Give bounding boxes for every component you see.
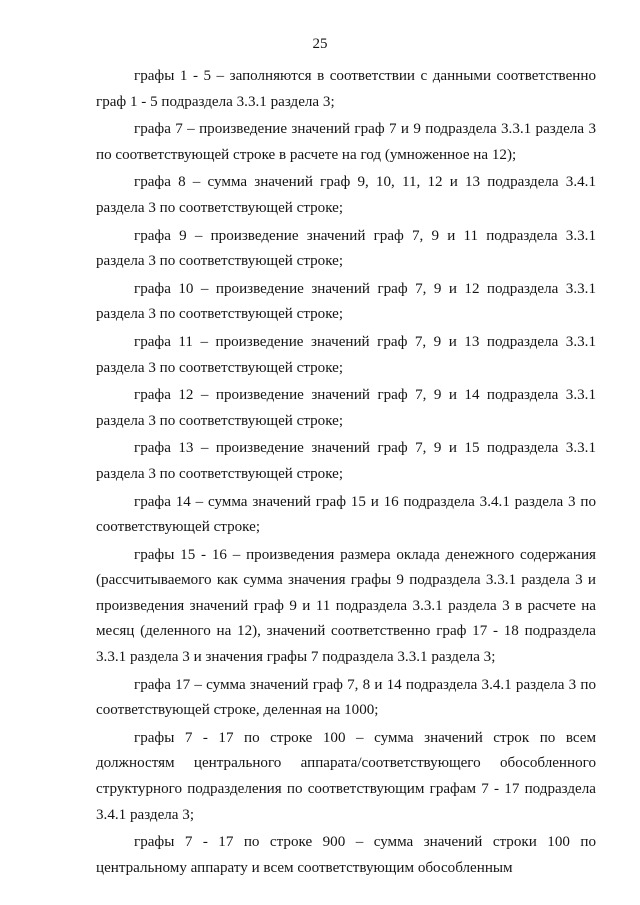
paragraph: графа 12 – произведение значений граф 7, 9 и 14 подраздела 3.3.1 раздела 3 по соответствующей строке; xyxy=(96,387,596,429)
paragraph: графа 14 – сумма значений граф 15 и 16 подраздела 3.4.1 раздела 3 по соответствующей строке; xyxy=(96,493,596,536)
paragraph: графа 7 – произведение значений граф 7 и 9 подраздела 3.3.1 раздела 3 по соответствующей строке в расчете на год (умноженное на 12); xyxy=(96,121,596,163)
paragraph: графа 17 – сумма значений граф 7, 8 и 14 подраздела 3.4.1 раздела 3 по соответствующей строке, деленная на 1000; xyxy=(96,676,596,719)
paragraph: графы 15 - 16 – произведения размера оклада денежного содержания (рассчитываемого как сумма значения графы 9 подраздела 3.3.1 раздела 3 и произведения значений граф 9 и 11 подраздела 3.3.1 раздела 3 в расчете на месяц (деленного на 12), значений соответственно граф 17 - 18 подраздела 3.3.1 раздела 3 и значения графы 7 подраздела 3.3.1 раздела 3; xyxy=(96,546,596,666)
paragraph: графа 10 – произведение значений граф 7, 9 и 12 подраздела 3.3.1 раздела 3 по соответствующей строке; xyxy=(96,280,596,323)
paragraph: графы 7 - 17 по строке 900 – сумма значений строки 100 по центральному аппарату и всем соответствующим обособленным xyxy=(96,834,596,876)
paragraph: графа 13 – произведение значений граф 7, 9 и 15 подраздела 3.3.1 раздела 3 по соответствующей строке; xyxy=(96,440,596,482)
paragraph: графа 9 – произведение значений граф 7, 9 и 11 подраздела 3.3.1 раздела 3 по соответствующей строке; xyxy=(96,227,596,270)
document-body xyxy=(96,64,596,883)
paragraph: графа 11 – произведение значений граф 7, 9 и 13 подраздела 3.3.1 раздела 3 по соответствующей строке; xyxy=(96,333,596,376)
paragraph: графа 8 – сумма значений граф 9, 10, 11, 12 и 13 подраздела 3.4.1 раздела 3 по соответствующей строке; xyxy=(96,174,596,216)
paragraph: графы 7 - 17 по строке 100 – сумма значений строк по всем должностям центрального аппарата/соответствующего обособленного структурного подразделения по соответствующим графам 7 - 17 подраздела 3.4.1 раздела 3; xyxy=(96,729,596,823)
page-number: 25 xyxy=(312,36,328,52)
paragraph: графы 1 - 5 – заполняются в соответствии с данными соответственно граф 1 - 5 подраздела 3.3.1 раздела 3; xyxy=(96,68,596,110)
